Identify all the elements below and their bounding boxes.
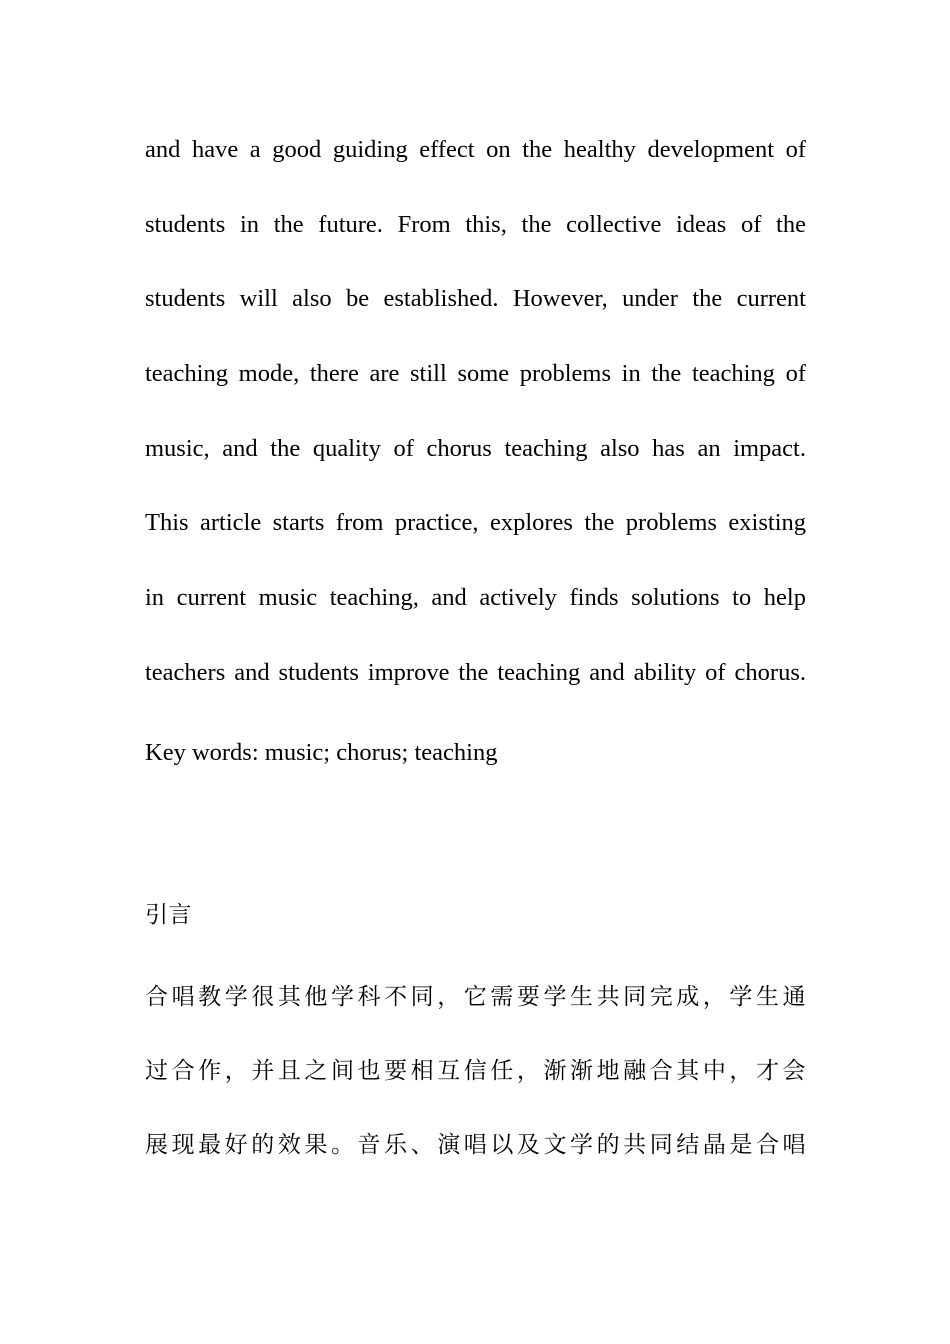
intro-line-2: 过合作，并且之间也要相互信任，渐渐地融合其中，才会 [145,1058,806,1084]
abstract-line-6: This article starts from practice, explores the problems existing [145,509,806,536]
intro-line-3: 展现最好的效果。音乐、演唱以及文学的共同结晶是合唱 [145,1132,806,1158]
abstract-line-5: music, and the quality of chorus teaching also has an impact. [145,435,806,462]
keywords-line: Key words: music; chorus; teaching [145,739,498,766]
abstract-line-1: and have a good guiding effect on the healthy development of [145,136,806,163]
abstract-line-7: in current music teaching, and actively finds solutions to help [145,584,806,611]
intro-line-1: 合唱教学很其他学科不同，它需要学生共同完成，学生通 [145,984,806,1010]
section-heading: 引言 [145,902,192,928]
abstract-line-3: students will also be established. However, under the current [145,285,806,312]
abstract-line-4: teaching mode, there are still some problems in the teaching of [145,360,806,387]
abstract-line-2: students in the future. From this, the collective ideas of the [145,211,806,238]
abstract-line-8: teachers and students improve the teaching and ability of chorus. [145,659,806,686]
